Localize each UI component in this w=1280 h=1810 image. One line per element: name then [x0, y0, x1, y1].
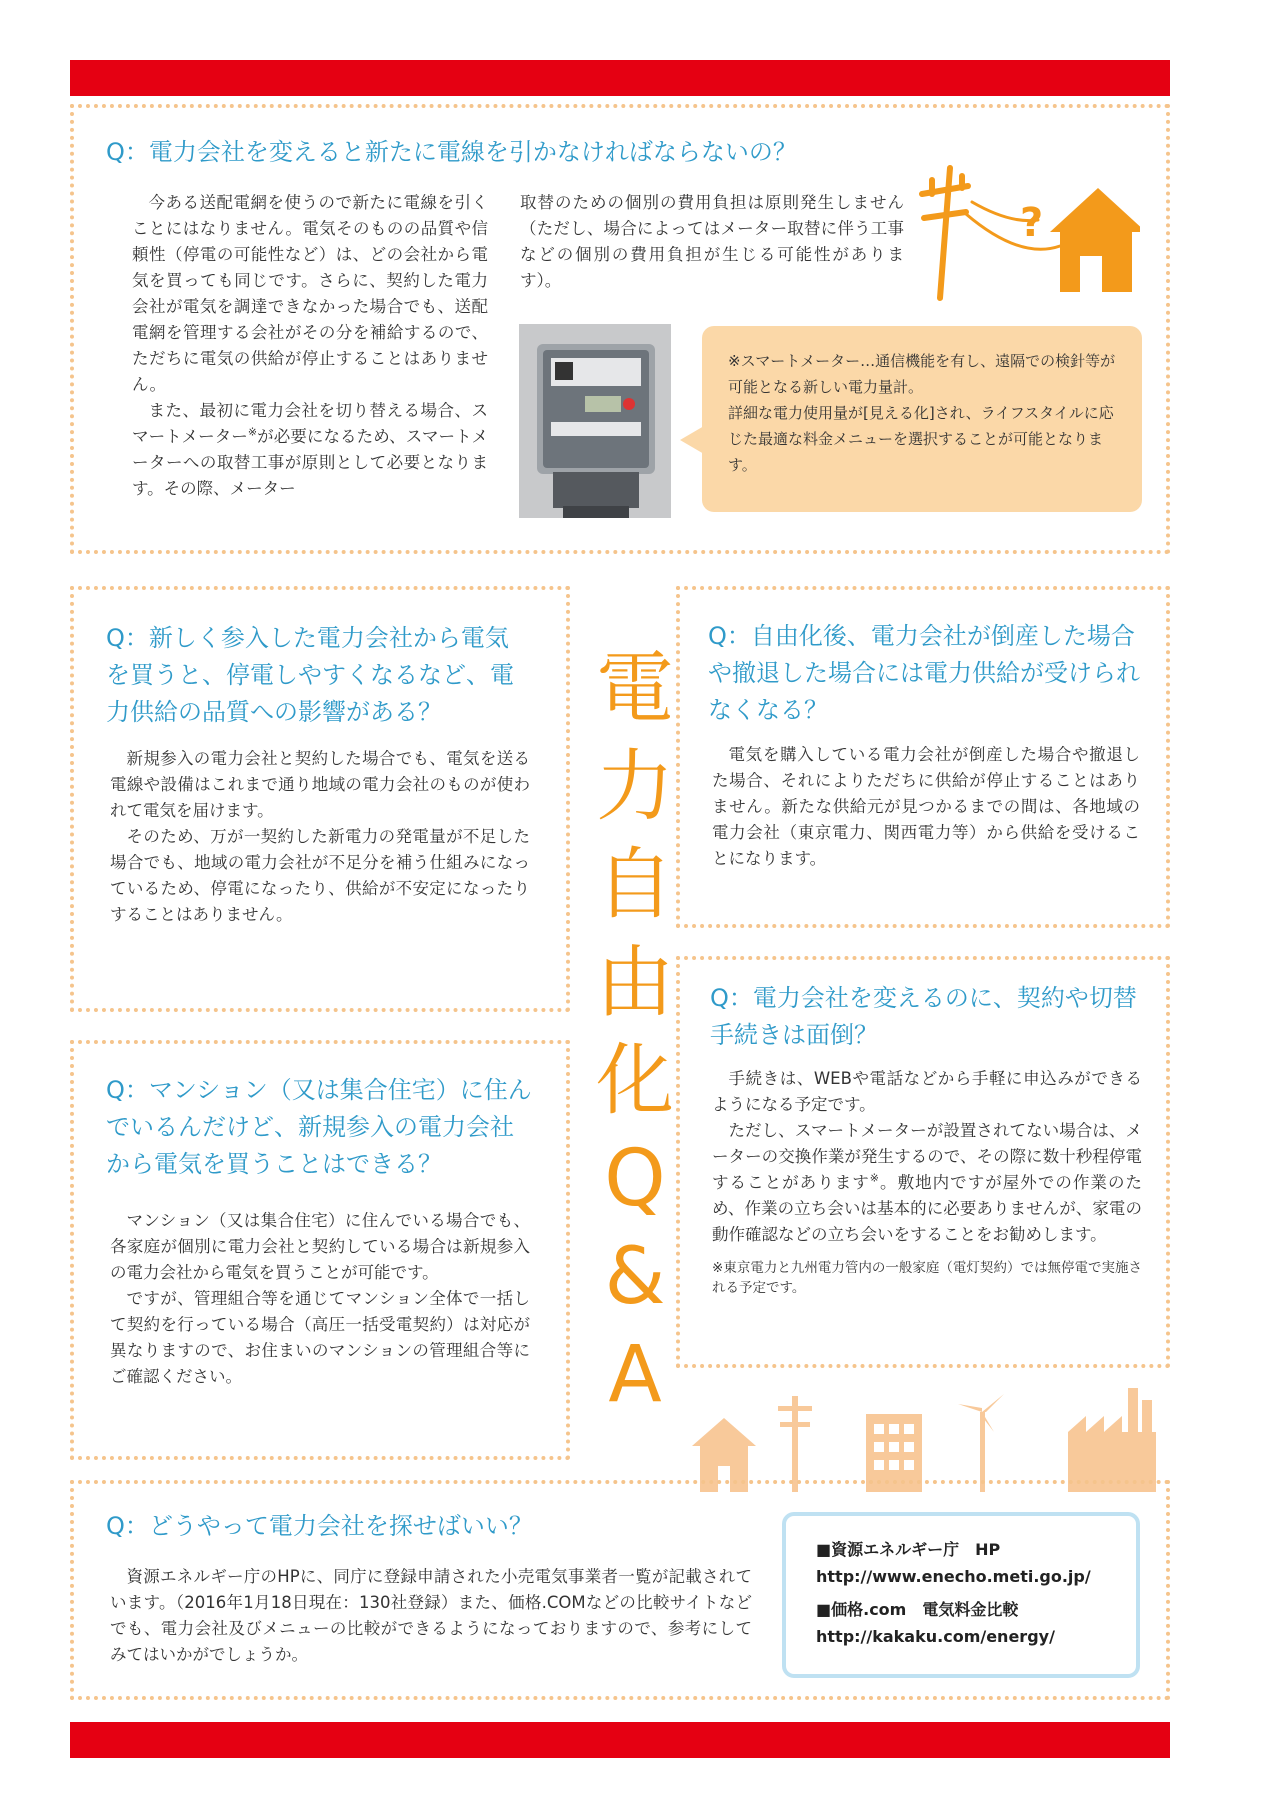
answer-mansion-para2: ですが、管理組合等を通じてマンション全体で一括して契約を行っている場合（高圧一括受電契約）は対応が異なりますので、お住まいのマンションの管理組合等にご確認ください。	[110, 1289, 530, 1386]
bubble-line1: ※スマートメーター…通信機能を有し、遠隔での検針等が可能となる新しい電力量計。	[728, 352, 1116, 396]
question-bankrupt: Q：自由化後、電力会社が倒産した場合や撤退した場合には電力供給が受けられなくなる？	[708, 622, 1140, 724]
title-char-5: 化	[595, 1036, 674, 1126]
title-char-4: 由	[595, 938, 674, 1028]
answer-quality	[110, 746, 530, 928]
smart-meter-illustration	[519, 324, 671, 518]
procedure-footnote: ※東京電力と九州電力管内の一般家庭（電灯契約）では無停電で実施される予定です。	[712, 1260, 1142, 1296]
procedure-footnote-mark: ※	[869, 1171, 881, 1185]
title-char-7: &	[604, 1232, 666, 1322]
question-wire: Q：電力会社を変えると新たに電線を引かなければならないの？	[106, 138, 797, 166]
answer-wire-col2-text: 取替のための個別の費用負担は原則発生しません（ただし、場合によってはメーター取替に伴う工事などの個別の費用負担が生じる可能性があります）。	[520, 193, 904, 290]
top-band	[70, 60, 1170, 96]
answer-procedure-para1: 手続きは、WEBや電話などから手軽に申込みができるようになる予定です。	[712, 1069, 1142, 1114]
title-char-8: A	[608, 1330, 662, 1420]
title-char-6: Q	[604, 1134, 666, 1224]
smart-meter-note-bubble	[702, 326, 1142, 512]
answer-procedure-para2-a: ただし、スマートメーターが設置されてない場合は、メーターの交換作業が発生するので、その際に数十秒程停電することがあります	[712, 1121, 1142, 1192]
question-mansion: Q：マンション（又は集合住宅）に住んでいるんだけど、新規参入の電力会社から電気を買うことはできる？	[106, 1076, 532, 1178]
answer-wire-para2-a: また、最初に電力会社を切り替える場合、スマートメーター	[132, 401, 488, 446]
answer-wire-para1: 今ある送配電網を使うので新たに電線を引くことにはなりません。電気そのものの品質や信頼性（停電の可能性など）は、どの会社から電気を買っても同じです。さらに、契約した電力会社が電気を調達できなかった場合でも、送配電網を管理する会社がその分を補給するので、ただちに電気の供給が停止することはありません。	[132, 193, 488, 394]
answer-wire-para2	[132, 398, 488, 502]
link-enecho-label: ■資源エネルギー庁 HP	[816, 1540, 1001, 1559]
reference-links-box	[782, 1512, 1140, 1678]
answer-search	[110, 1564, 752, 1668]
answer-wire-col2	[520, 190, 904, 294]
answer-quality-para1: 新規参入の電力会社と契約した場合でも、電気を送る電線や設備はこれまで通り地域の電力会社のものが使われて電気を届けます。	[110, 749, 530, 820]
smart-meter-photo	[519, 324, 671, 518]
city-skyline-icon	[688, 1376, 1158, 1494]
answer-bankrupt-para1: 電気を購入している電力会社が倒産した場合や撤退した場合、それによりただちに供給が停止することはありません。新たな供給元が見つかるまでの間は、各地域の電力会社（東京電力、関西電力等）から供給を受けることになります。	[712, 745, 1140, 868]
title-char-3: 自	[595, 840, 674, 930]
link-enecho-url[interactable]: http://www.enecho.meti.go.jp/	[816, 1567, 1091, 1586]
title-char-1: 電	[595, 644, 674, 734]
svg-text:?: ?	[1020, 200, 1044, 246]
question-procedure: Q：電力会社を変えるのに、契約や切替手続きは面倒？	[710, 984, 1137, 1049]
utility-pole-question-house-icon	[910, 150, 1140, 310]
answer-mansion-para1: マンション（又は集合住宅）に住んでいる場合でも、各家庭が個別に電力会社と契約している場合は新規参入の電力会社から電気を買うことが可能です。	[110, 1211, 530, 1282]
answer-wire-para2-b: が必要になるため、スマートメーターへの取替工事が原則として必要となります。その際、メーター	[132, 427, 488, 498]
bottom-band	[70, 1722, 1170, 1758]
link-kakaku-label: ■価格.com 電気料金比較	[816, 1600, 1019, 1619]
link-kakaku-url[interactable]: http://kakaku.com/energy/	[816, 1627, 1055, 1646]
answer-procedure-para2-b: 。敷地内ですが屋外での作業のため、作業の立ち会いは基本的に必要ありませんが、家電の動作確認などの立ち会いをすることをお勧めします。	[712, 1173, 1143, 1244]
smart-meter-footnote-mark: ※	[247, 425, 258, 439]
answer-wire-col1	[132, 190, 488, 502]
answer-procedure	[712, 1066, 1142, 1298]
question-quality: Q：新しく参入した電力会社から電気を買うと、停電しやすくなるなど、電力供給の品質への影響がある？	[106, 624, 514, 726]
answer-procedure-para2	[712, 1118, 1142, 1248]
bubble-line2: 詳細な電力使用量が[見える化]され、ライフスタイルに応じた最適な料金メニューを選択することが可能となります。	[728, 404, 1114, 474]
answer-quality-para2: そのため、万が一契約した新電力の発電量が不足した場合でも、地域の電力会社が不足分を補う仕組みになっているため、停電になったり、供給が不安定になったりすることはありません。	[110, 827, 530, 924]
answer-bankrupt	[712, 742, 1140, 872]
page-title-vertical	[585, 640, 685, 1424]
title-char-2: 力	[595, 742, 674, 832]
answer-mansion	[110, 1208, 530, 1390]
question-search: Q：どうやって電力会社を探せばいい？	[106, 1512, 533, 1540]
answer-search-para1: 資源エネルギー庁のHPに、同庁に登録申請された小売電気事業者一覧が記載されています。（2016年1月18日現在：130社登録）また、価格.COMなどの比較サイトなどでも、電力会社及びメニューの比較ができるようになっておりますので、参考にしてみてはいかがでしょうか。	[110, 1567, 752, 1664]
